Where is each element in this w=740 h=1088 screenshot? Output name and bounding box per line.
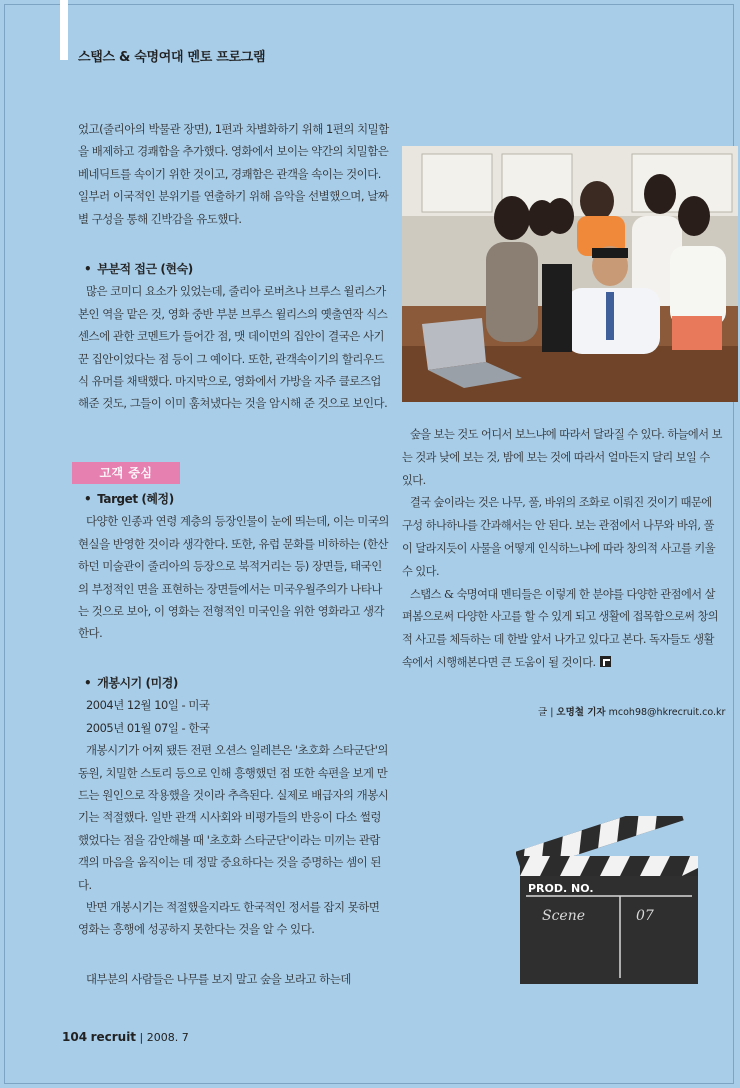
section2-heading xyxy=(78,488,390,510)
right-paragraph-2: 결국 숲이라는 것은 나무, 풀, 바위의 조화로 이뤄진 것이기 때문에 구성 하나하나를 간과해서는 안 된다. 보는 관점에서 나무와 바위, 풀이 달라지듯이 사물을 어떻게 인식하느냐에 따라 창의적 사고를 키울 수 있다. xyxy=(402,496,716,578)
page-footer xyxy=(62,1030,189,1044)
section3-heading xyxy=(78,672,390,694)
section2-heading-text: Target (혜정) xyxy=(97,492,174,506)
right-column xyxy=(402,424,722,675)
left-column-section1 xyxy=(78,258,390,415)
section3-heading-text: 개봉시기 (미경) xyxy=(97,676,178,690)
right-paragraph-3-text: 스탭스 & 숙명여대 멘티들은 이렇게 한 분야를 다양한 관점에서 살펴봄으로써 다양한 사고를 할 수 있게 되고 생활에 접목함으로써 창의적 사고를 체득하는 데 한발 앞서 나가고 있다고 본다. 독자들도 생활 속에서 시행해본다면 큰 도움이 될 것이다. xyxy=(402,587,719,669)
clapboard-number: 07 xyxy=(636,908,654,924)
end-mark-icon xyxy=(600,656,611,667)
bullet-icon: • xyxy=(84,676,92,690)
byline xyxy=(538,704,725,718)
section-tag-customer: 고객 중심 xyxy=(72,462,180,484)
section1-paragraph: 많은 코미디 요소가 있었는데, 줄리아 로버츠나 브루스 윌리스가 본인 역을 맡은 것, 영화 중반 부분 브루스 윌리스의 옛출연작 식스센스에 관한 코멘트가 들어간 점, 맷 데이먼의 집안이 결국은 사기꾼 집안이었다는 점 등이 그 예이다. 또한, 관객속이기의 할리우드식 유머를 채택했다. 마지막으로, 영화에서 가방을 자주 클로즈업 해준 것도, 그들이 이미 훔쳐냈다는 것을 암시해 준 것으로 보인다. xyxy=(78,284,388,411)
footer-separator: | xyxy=(136,1031,147,1044)
left-column-closing xyxy=(78,968,390,990)
section1-heading-text: 부분적 접근 (현숙) xyxy=(97,262,193,276)
clapboard-illustration xyxy=(516,816,716,988)
section3-paragraph-2: 반면 개봉시기는 적절했을지라도 한국적인 정서를 잡지 못하면 영화는 흥행에 성공하지 못한다는 것을 알 수 있다. xyxy=(78,900,380,937)
clapboard-label: PROD. NO. xyxy=(528,882,594,895)
section2-paragraph: 다양한 인종과 연령 계층의 등장인물이 눈에 띄는데, 이는 미국의 현실을 반영한 것이라 생각한다. 또한, 유럽 문화를 비하하는 (한산하던 미술관이 줄리아의 등장으로 북적거리는 등) 장면들, 태국인의 부정적인 면을 표현하는 장면들에서는 미국우월주의가 나타나는 것으로 보아, 이 영화는 전형적인 미국인을 위한 영화라고 생각한다. xyxy=(78,514,389,641)
bullet-icon: • xyxy=(84,492,92,506)
right-paragraph-3 xyxy=(402,584,722,675)
group-photo xyxy=(402,146,738,402)
byline-author: 오명철 기자 xyxy=(556,707,606,718)
left-column-section3 xyxy=(78,672,390,941)
page-number: 104 xyxy=(62,1030,88,1044)
section1-heading xyxy=(78,258,390,280)
left-column-intro xyxy=(78,118,390,230)
release-date-us: 2004년 12월 10일 - 미국 xyxy=(86,698,210,713)
bullet-icon: • xyxy=(84,262,92,276)
issue-date: 2008. 7 xyxy=(146,1031,189,1044)
group-photo-illustration xyxy=(402,146,738,402)
header-accent-bar xyxy=(60,0,68,60)
magazine-name: recruit xyxy=(90,1030,137,1044)
right-paragraph-1: 숲을 보는 것도 어디서 보느냐에 따라서 달라질 수 있다. 하늘에서 보는 것과 낮에 보는 것, 밤에 보는 것에 따라서 얼마든지 달리 보일 수 있다. xyxy=(402,428,722,487)
clapboard-scene: Scene xyxy=(542,908,586,924)
left-column-section2 xyxy=(78,488,390,645)
closing-paragraph: 대부분의 사람들은 나무를 보지 말고 숲을 보라고 하는데 xyxy=(86,972,351,986)
byline-prefix: 글 | xyxy=(538,707,557,718)
header-title: 스탭스 & 숙명여대 멘토 프로그램 xyxy=(78,50,266,65)
section3-paragraph: 개봉시기가 어찌 됐든 전편 오션스 일레븐은 '초호화 스타군단'의 동원, 치밀한 스토리 등으로 인해 흥행했던 점 또한 속편을 보게 만드는 원인으로 작용했을 것이라 추측된다. 실제로 배급자의 개봉시기는 적절했다. 일반 관객 시사회와 비평가들의 반응이 다소 썰렁했었다는 점을 감안해볼 때 '초호화 스타군단'이라는 미끼는 관람객의 마음을 움직이는 데 정말 중요하다는 것을 증명하는 셈이 된다. xyxy=(78,743,389,892)
intro-paragraph: 었고(줄리아의 박물관 장면), 1편과 차별화하기 위해 1편의 치밀함을 배제하고 경쾌함을 추가했다. 영화에서 보이는 약간의 치밀함은 베네딕트를 속이기 위한 것이고, 경쾌함은 관객을 속이는 것이다. 일부러 이국적인 분위기를 연출하기 위해 음악을 선별했으며, 날짜별 구성을 통해 긴박감을 유도했다. xyxy=(78,122,389,226)
release-date-kr: 2005년 01월 07일 - 한국 xyxy=(86,720,210,735)
byline-email: mcoh98@hkrecruit.co.kr xyxy=(605,707,726,718)
